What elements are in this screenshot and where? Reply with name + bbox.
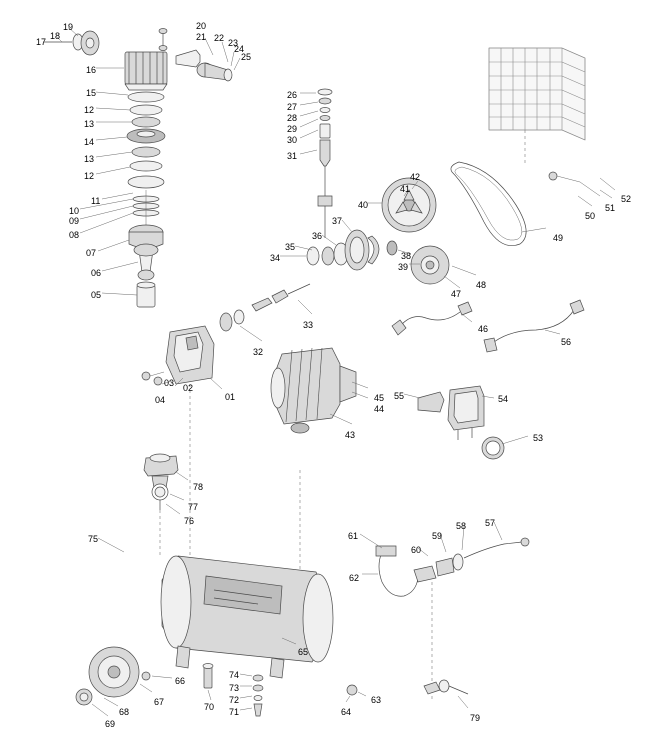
callout-58: 58 bbox=[456, 521, 467, 531]
callout-27: 27 bbox=[287, 102, 298, 112]
callout-41: 41 bbox=[400, 184, 411, 194]
callout-34: 34 bbox=[270, 253, 281, 263]
callout-05: 05 bbox=[91, 290, 102, 300]
callout-55: 55 bbox=[394, 391, 405, 401]
callout-31: 31 bbox=[287, 151, 298, 161]
group-pump-body-01-04 bbox=[142, 326, 222, 560]
callout-12-upper: 12 bbox=[84, 105, 95, 115]
callout-42: 42 bbox=[410, 172, 421, 182]
callout-26: 26 bbox=[287, 90, 298, 100]
callout-43: 43 bbox=[345, 430, 356, 440]
callout-73: 73 bbox=[229, 683, 240, 693]
callout-18: 18 bbox=[50, 31, 61, 41]
callout-53: 53 bbox=[533, 433, 544, 443]
callout-46: 46 bbox=[478, 324, 489, 334]
callout-14: 14 bbox=[84, 137, 95, 147]
callout-35: 35 bbox=[285, 242, 296, 252]
callout-54: 54 bbox=[498, 394, 509, 404]
callout-12-lower: 12 bbox=[84, 171, 95, 181]
callout-09: 09 bbox=[69, 216, 80, 226]
callout-71: 71 bbox=[229, 707, 240, 717]
callout-51: 51 bbox=[605, 203, 616, 213]
callout-20: 20 bbox=[196, 21, 207, 31]
callout-30: 30 bbox=[287, 135, 298, 145]
callout-38: 38 bbox=[401, 251, 412, 261]
callout-78: 78 bbox=[193, 482, 204, 492]
callout-24: 24 bbox=[234, 44, 245, 54]
callout-74: 74 bbox=[229, 670, 240, 680]
callout-08: 08 bbox=[69, 230, 80, 240]
callout-07: 07 bbox=[86, 248, 97, 258]
group-crank-seal-34-39 bbox=[280, 220, 476, 288]
callout-03: 03 bbox=[164, 378, 175, 388]
callout-75: 75 bbox=[88, 534, 99, 544]
callout-67: 67 bbox=[154, 697, 165, 707]
callout-06: 06 bbox=[91, 268, 102, 278]
group-tank-65 bbox=[161, 556, 333, 678]
callout-40: 40 bbox=[358, 200, 369, 210]
group-drain-valve-63-64-79 bbox=[346, 680, 468, 708]
callout-22: 22 bbox=[214, 33, 225, 43]
callout-17: 17 bbox=[36, 37, 47, 47]
callout-15: 15 bbox=[86, 88, 97, 98]
callout-23: 23 bbox=[228, 38, 239, 48]
callout-10: 10 bbox=[69, 206, 80, 216]
group-unloader-26-31 bbox=[300, 89, 332, 238]
callout-77: 77 bbox=[188, 502, 199, 512]
callout-44: 44 bbox=[374, 404, 385, 414]
callout-76: 76 bbox=[184, 516, 195, 526]
callout-62: 62 bbox=[349, 573, 360, 583]
callout-45: 45 bbox=[374, 393, 385, 403]
callout-52: 52 bbox=[621, 194, 632, 204]
callout-59: 59 bbox=[432, 531, 443, 541]
group-cylinder-head-16 bbox=[125, 52, 167, 90]
callout-29: 29 bbox=[287, 124, 298, 134]
group-hose-57-62 bbox=[300, 470, 529, 700]
callout-66: 66 bbox=[175, 676, 186, 686]
callout-28: 28 bbox=[287, 113, 298, 123]
callout-60: 60 bbox=[411, 545, 422, 555]
callout-69: 69 bbox=[105, 719, 116, 729]
callout-65: 65 bbox=[298, 647, 309, 657]
callout-57: 57 bbox=[485, 518, 496, 528]
callout-64: 64 bbox=[341, 707, 352, 717]
group-regulator-76-78 bbox=[144, 454, 188, 556]
callout-49: 49 bbox=[553, 233, 564, 243]
callout-68: 68 bbox=[119, 707, 130, 717]
callout-79: 79 bbox=[470, 713, 481, 723]
group-wheel-66-69 bbox=[76, 538, 172, 716]
callout-48: 48 bbox=[476, 280, 487, 290]
callout-13-upper: 13 bbox=[84, 119, 95, 129]
callout-39: 39 bbox=[398, 262, 409, 272]
callout-36: 36 bbox=[312, 231, 323, 241]
callout-02: 02 bbox=[183, 383, 194, 393]
callout-25: 25 bbox=[241, 52, 252, 62]
callout-70: 70 bbox=[204, 702, 215, 712]
callout-37: 37 bbox=[332, 216, 343, 226]
callout-21: 21 bbox=[196, 32, 207, 42]
callout-50: 50 bbox=[585, 211, 596, 221]
callout-01: 01 bbox=[225, 392, 236, 402]
callout-72: 72 bbox=[229, 695, 240, 705]
callout-11: 11 bbox=[91, 196, 101, 206]
callout-61: 61 bbox=[348, 531, 359, 541]
callout-32: 32 bbox=[253, 347, 264, 357]
group-electrical-53-55 bbox=[404, 386, 528, 459]
callout-19: 19 bbox=[63, 22, 74, 32]
callout-47: 47 bbox=[451, 289, 462, 299]
callout-04: 04 bbox=[155, 395, 166, 405]
callout-16: 16 bbox=[86, 65, 97, 75]
callout-13-lower: 13 bbox=[84, 154, 95, 164]
callout-56: 56 bbox=[561, 337, 572, 347]
callout-33: 33 bbox=[303, 320, 314, 330]
group-motor-43 bbox=[271, 348, 368, 433]
callout-63: 63 bbox=[371, 695, 382, 705]
group-piping-32-33 bbox=[220, 284, 312, 341]
